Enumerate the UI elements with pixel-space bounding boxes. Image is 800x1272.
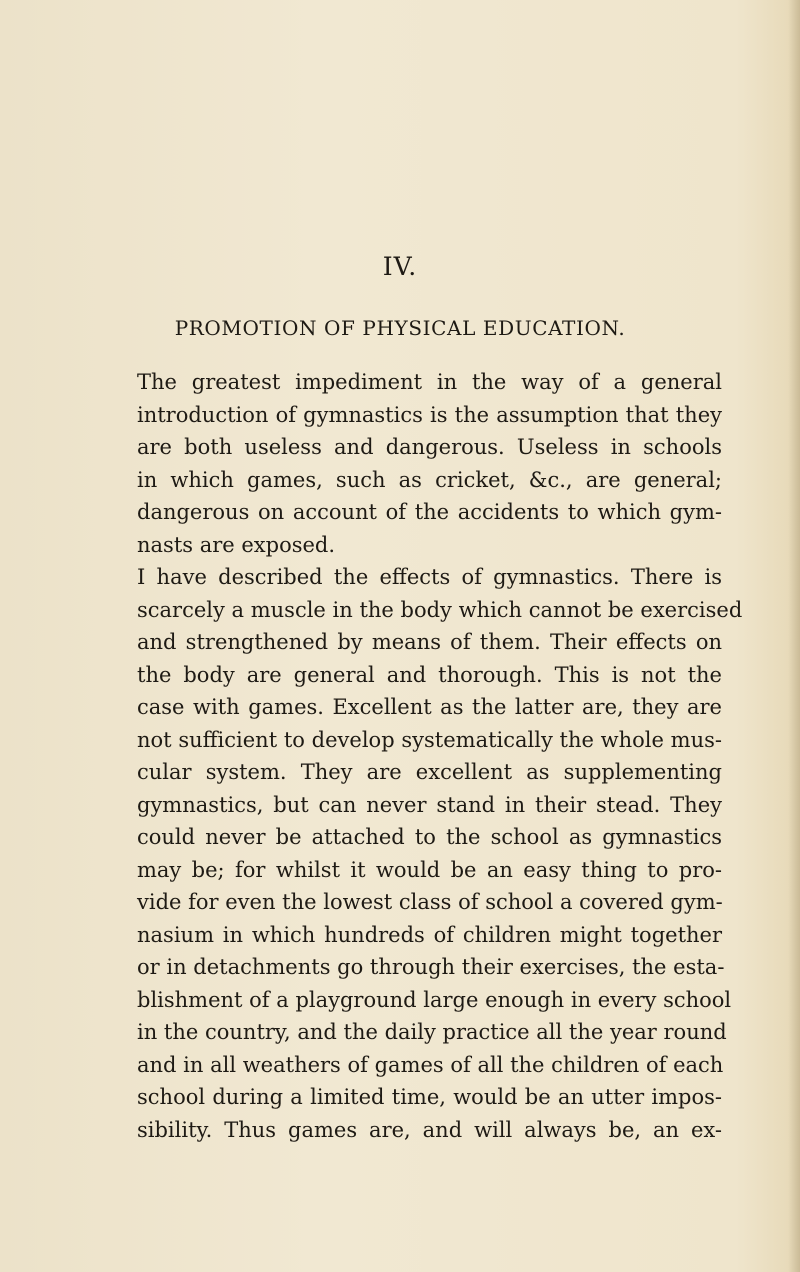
- text-line: scarcely a muscle in the body which cannot be exercised: [137, 597, 743, 622]
- text-line: school during a limited time, would be an utter impos-: [137, 1085, 722, 1109]
- text-line: the body are general and thorough. This is not the: [137, 662, 722, 687]
- text-line: blishment of a playground large enough in every school: [137, 987, 732, 1012]
- text-line: in the country, and the daily practice all the year round: [137, 1020, 727, 1044]
- text-line: gymnastics, but can never stand in their stead. They: [137, 792, 722, 817]
- text-line: nasium in which hundreds of children might together: [137, 922, 722, 947]
- text-line: cular system. They are excellent as supplementing: [137, 760, 722, 784]
- text-line: are both useless and dangerous. Useless in schools: [137, 435, 722, 459]
- page-edge-shadow: [788, 0, 800, 1272]
- text-line: and in all weathers of games of all the children of each: [137, 1052, 724, 1077]
- text-line: dangerous on account of the accidents to which gym-: [137, 500, 722, 524]
- text-line: sibility. Thus games are, and will always be, an ex-: [137, 1117, 722, 1142]
- text-line: and strengthened by means of them. Their effects on: [137, 630, 722, 654]
- text-line: case with games. Excellent as the latter are, they are: [137, 695, 722, 719]
- text-line: may be; for whilst it would be an easy thing to pro-: [137, 857, 722, 882]
- body-text: [137, 366, 743, 1146]
- text-line: could never be attached to the school as gymnastics: [137, 825, 722, 849]
- text-line: in which games, such as cricket, &c., are general;: [137, 467, 722, 492]
- chapter-number: IV.: [382, 252, 418, 281]
- text-line: or in detachments go through their exercises, the esta-: [137, 955, 725, 979]
- text-line: I have described the effects of gymnastics. There is: [137, 565, 722, 589]
- text-line: The greatest impediment in the way of a general: [137, 370, 722, 394]
- text-line: vide for even the lowest class of school a covered gym-: [137, 890, 723, 914]
- chapter-title: PROMOTION OF PHYSICAL EDUCATION.: [174, 316, 626, 340]
- text-line: nasts are exposed.: [137, 532, 336, 557]
- text-line: introduction of gymnastics is the assumption that they: [137, 402, 722, 427]
- text-line: not sufficient to develop systematically the whole mus-: [137, 727, 722, 752]
